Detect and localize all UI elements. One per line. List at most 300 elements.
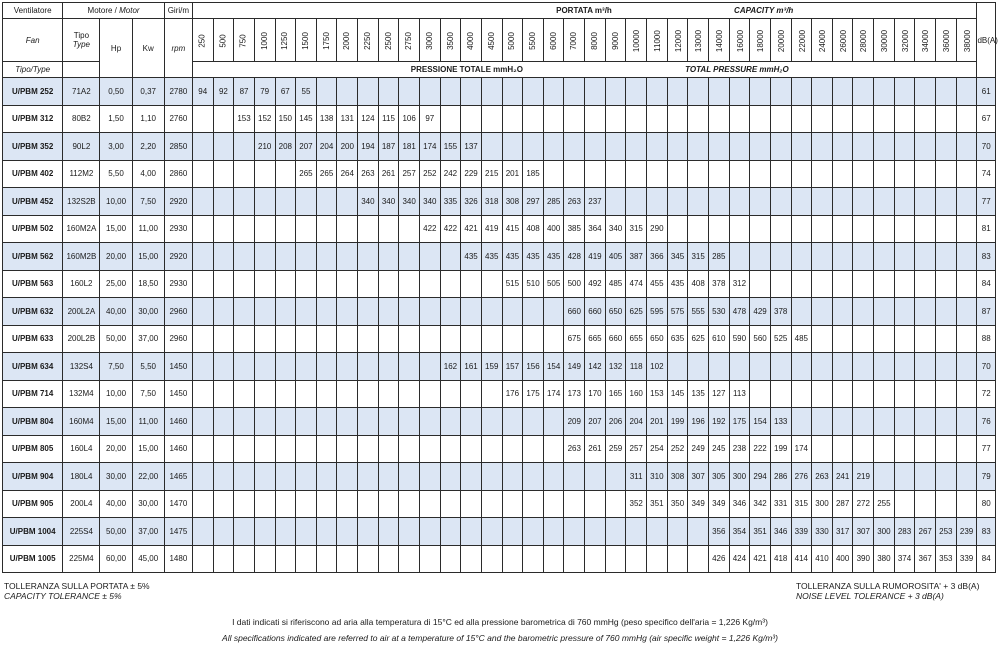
flow-column-header: 7000 [564, 19, 585, 62]
pressure-cell-empty [832, 325, 853, 353]
pressure-cell: 237 [585, 188, 606, 216]
pressure-cell-empty [647, 133, 668, 161]
pressure-cell: 159 [481, 353, 502, 381]
pressure-cell-empty [254, 463, 275, 491]
pressure-cell-empty [791, 78, 812, 106]
pressure-cell: 138 [316, 105, 337, 133]
pressure-cell-empty [647, 518, 668, 546]
pressure-cell: 154 [750, 408, 771, 436]
pressure-cell-empty [956, 105, 977, 133]
pressure-cell-empty [399, 380, 420, 408]
pressure-cell: 257 [399, 160, 420, 188]
pressure-cell: 485 [605, 270, 626, 298]
pressure-cell-empty [729, 243, 750, 271]
pressure-cell: 340 [605, 215, 626, 243]
pressure-cell: 153 [647, 380, 668, 408]
reference-note-it: I dati indicati si riferiscono ad aria alla temperatura di 15°C ed alla pressione barometrica di 760 mmHg (peso specifico dell'aria = 1,226 Kg/m³) [232, 617, 768, 627]
noise-level: 84 [977, 270, 996, 298]
table-row [3, 380, 996, 408]
pressure-cell: 317 [832, 518, 853, 546]
pressure-cell-empty [543, 78, 564, 106]
pressure-cell: 265 [296, 160, 317, 188]
pressure-cell-empty [853, 105, 874, 133]
pressure-cell-empty [337, 463, 358, 491]
pressure-cell-empty [915, 270, 936, 298]
pressure-cell-empty [667, 215, 688, 243]
pressure-cell-empty [874, 435, 895, 463]
pressure-cell-empty [254, 298, 275, 326]
flow-column-header: 22000 [791, 19, 812, 62]
pressure-cell-empty [213, 105, 234, 133]
pressure-cell: 351 [750, 518, 771, 546]
pressure-cell: 255 [874, 490, 895, 518]
pressure-cell-empty [894, 463, 915, 491]
pressure-cell: 367 [915, 545, 936, 573]
pressure-cell-empty [275, 160, 296, 188]
pressure-cell-empty [213, 408, 234, 436]
pressure-cell-empty [894, 105, 915, 133]
motor-rpm: 2920 [164, 243, 192, 271]
pressure-cell: 525 [770, 325, 791, 353]
flow-column-header: 20000 [770, 19, 791, 62]
pressure-cell-empty [440, 105, 461, 133]
motor-kw: 15,00 [132, 243, 164, 271]
pressure-cell-empty [936, 270, 957, 298]
pressure-cell-empty [502, 545, 523, 573]
pressure-cell-empty [791, 133, 812, 161]
pressure-cell-empty [750, 133, 771, 161]
pressure-cell-empty [254, 353, 275, 381]
pressure-cell-empty [585, 463, 606, 491]
pressure-cell-empty [647, 188, 668, 216]
pressure-cell-empty [399, 518, 420, 546]
pressure-cell-empty [770, 353, 791, 381]
pressure-cell-empty [729, 353, 750, 381]
pressure-cell: 530 [708, 298, 729, 326]
motor-type: 160L2 [63, 270, 100, 298]
pressure-cell-empty [461, 105, 482, 133]
motor-type: 80B2 [63, 105, 100, 133]
pressure-cell-empty [419, 298, 440, 326]
motor-kw: 0,37 [132, 78, 164, 106]
pressure-cell-empty [874, 215, 895, 243]
pressure-cell-empty [936, 188, 957, 216]
pressure-cell-empty [399, 325, 420, 353]
pressure-cell: 207 [585, 408, 606, 436]
pressure-cell-empty [502, 325, 523, 353]
pressure-cell-empty [626, 105, 647, 133]
pressure-cell-empty [461, 78, 482, 106]
pressure-cell-empty [894, 188, 915, 216]
motor-rpm: 1465 [164, 463, 192, 491]
pressure-cell-empty [956, 490, 977, 518]
motor-rpm: 2860 [164, 160, 192, 188]
pressure-cell-empty [936, 160, 957, 188]
flow-column-header: 1250 [275, 19, 296, 62]
pressure-cell-empty [419, 243, 440, 271]
pressure-cell-empty [192, 298, 213, 326]
pressure-cell-empty [688, 545, 709, 573]
pressure-cell: 353 [936, 545, 957, 573]
pressure-cell: 152 [254, 105, 275, 133]
pressure-cell-empty [502, 408, 523, 436]
motor-hp: 30,00 [100, 463, 132, 491]
pressure-cell-empty [481, 133, 502, 161]
pressure-cell-empty [275, 545, 296, 573]
pressure-cell-empty [894, 160, 915, 188]
reference-note-en: All specifications indicated are referred to air at a temperature of 15°C and the barometric pressure of 760 mmHg (air specific weight = 1,226 Kg/m³) [222, 633, 778, 643]
pressure-cell: 263 [564, 435, 585, 463]
pressure-cell: 300 [812, 490, 833, 518]
pressure-cell-empty [770, 133, 791, 161]
pressure-cell-empty [440, 408, 461, 436]
pressure-cell: 294 [750, 463, 771, 491]
pressure-cell-empty [419, 490, 440, 518]
pressure-cell-empty [192, 545, 213, 573]
pressure-cell-empty [915, 353, 936, 381]
pressure-cell-empty [688, 215, 709, 243]
pressure-cell: 378 [708, 270, 729, 298]
pressure-cell: 311 [626, 463, 647, 491]
pressure-cell: 118 [626, 353, 647, 381]
pressure-cell: 665 [585, 325, 606, 353]
noise-level: 61 [977, 78, 996, 106]
pressure-cell-empty [770, 380, 791, 408]
pressure-cell-empty [234, 188, 255, 216]
pressure-cell-empty [316, 435, 337, 463]
pressure-cell-empty [337, 78, 358, 106]
pressure-cell: 297 [523, 188, 544, 216]
flow-column-header: 750 [234, 19, 255, 62]
pressure-cell: 340 [419, 188, 440, 216]
pressure-cell-empty [440, 380, 461, 408]
pressure-cell-empty [956, 435, 977, 463]
pressure-cell: 492 [585, 270, 606, 298]
flow-header: PORTATA m³/h CAPACITY m³/h [192, 3, 977, 19]
pressure-cell: 435 [461, 243, 482, 271]
pressure-cell-empty [936, 490, 957, 518]
pressure-cell: 305 [708, 463, 729, 491]
flow-column-header: 32000 [894, 19, 915, 62]
pressure-cell-empty [192, 105, 213, 133]
rpm-header-it: Giri/m [164, 3, 192, 19]
pressure-cell-empty [750, 353, 771, 381]
pressure-cell-empty [688, 160, 709, 188]
pressure-cell-empty [915, 325, 936, 353]
pressure-cell-empty [213, 243, 234, 271]
pressure-cell-empty [770, 78, 791, 106]
pressure-cell-empty [275, 188, 296, 216]
fan-model: U/PBM 312 [3, 105, 63, 133]
pressure-cell: 252 [419, 160, 440, 188]
pressure-cell-empty [213, 188, 234, 216]
motor-kw: 2,20 [132, 133, 164, 161]
pressure-cell: 145 [667, 380, 688, 408]
pressure-cell-empty [832, 270, 853, 298]
pressure-cell-empty [812, 160, 833, 188]
pressure-cell: 115 [378, 105, 399, 133]
pressure-cell-empty [192, 408, 213, 436]
table-row [3, 463, 996, 491]
pressure-cell-empty [358, 298, 379, 326]
pressure-cell-empty [853, 408, 874, 436]
pressure-cell-empty [275, 518, 296, 546]
pressure-cell: 660 [585, 298, 606, 326]
pressure-cell-empty [543, 325, 564, 353]
table-row [3, 160, 996, 188]
pressure-cell: 590 [729, 325, 750, 353]
motor-kw: 37,00 [132, 518, 164, 546]
flow-column-header: 2500 [378, 19, 399, 62]
pressure-cell: 308 [667, 463, 688, 491]
pressure-cell-empty [440, 270, 461, 298]
pressure-cell-empty [399, 215, 420, 243]
pressure-cell-empty [832, 435, 853, 463]
pressure-cell-empty [234, 270, 255, 298]
pressure-cell-empty [358, 380, 379, 408]
motor-header: Motore / Motor [63, 3, 165, 19]
pressure-cell-empty [461, 270, 482, 298]
flow-column-header: 16000 [729, 19, 750, 62]
noise-level: 83 [977, 518, 996, 546]
pressure-cell: 378 [770, 298, 791, 326]
pressure-cell: 385 [564, 215, 585, 243]
motor-type: 200L2B [63, 325, 100, 353]
pressure-cell-empty [254, 215, 275, 243]
pressure-cell-empty [853, 380, 874, 408]
pressure-cell-empty [770, 188, 791, 216]
pressure-cell-empty [791, 298, 812, 326]
motor-hp: 20,00 [100, 243, 132, 271]
pressure-cell-empty [543, 105, 564, 133]
motor-kw: 15,00 [132, 435, 164, 463]
pressure-cell: 510 [523, 270, 544, 298]
motor-rpm: 1450 [164, 353, 192, 381]
pressure-cell-empty [956, 380, 977, 408]
pressure-cell-empty [853, 298, 874, 326]
pressure-cell: 204 [626, 408, 647, 436]
pressure-cell: 208 [275, 133, 296, 161]
pressure-cell: 575 [667, 298, 688, 326]
pressure-cell-empty [874, 380, 895, 408]
pressure-cell-empty [729, 160, 750, 188]
pressure-cell-empty [461, 298, 482, 326]
motor-kw: 30,00 [132, 490, 164, 518]
pressure-cell-empty [213, 215, 234, 243]
pressure-cell-empty [853, 78, 874, 106]
pressure-cell-empty [275, 270, 296, 298]
pressure-cell-empty [874, 298, 895, 326]
pressure-cell: 194 [358, 133, 379, 161]
pressure-cell-empty [729, 78, 750, 106]
pressure-cell-empty [956, 160, 977, 188]
pressure-cell-empty [440, 518, 461, 546]
pressure-cell-empty [192, 380, 213, 408]
pressure-cell: 133 [770, 408, 791, 436]
pressure-cell-empty [853, 188, 874, 216]
pressure-cell-empty [585, 160, 606, 188]
pressure-cell-empty [481, 408, 502, 436]
pressure-cell-empty [667, 133, 688, 161]
pressure-cell-empty [316, 545, 337, 573]
flow-column-header: 6000 [543, 19, 564, 62]
pressure-cell: 283 [894, 518, 915, 546]
fan-model: U/PBM 904 [3, 463, 63, 491]
pressure-cell-empty [296, 435, 317, 463]
pressure-cell: 192 [708, 408, 729, 436]
pressure-cell-empty [812, 408, 833, 436]
pressure-cell-empty [358, 490, 379, 518]
pressure-cell-empty [832, 243, 853, 271]
pressure-cell-empty [399, 270, 420, 298]
pressure-cell: 300 [729, 463, 750, 491]
pressure-cell-empty [585, 545, 606, 573]
pressure-cell: 161 [461, 353, 482, 381]
pressure-cell-empty [894, 353, 915, 381]
fan-model: U/PBM 633 [3, 325, 63, 353]
pressure-cell-empty [626, 133, 647, 161]
pressure-cell-empty [936, 463, 957, 491]
pressure-cell-empty [605, 490, 626, 518]
pressure-cell-empty [337, 518, 358, 546]
pressure-cell-empty [523, 105, 544, 133]
pressure-cell: 400 [832, 545, 853, 573]
pressure-cell-empty [316, 298, 337, 326]
pressure-cell: 254 [647, 435, 668, 463]
flow-column-header: 2000 [337, 19, 358, 62]
pressure-cell-empty [812, 188, 833, 216]
pressure-cell-empty [481, 78, 502, 106]
pressure-cell-empty [296, 463, 317, 491]
pressure-cell: 400 [543, 215, 564, 243]
pressure-cell-empty [254, 490, 275, 518]
pressure-cell-empty [853, 160, 874, 188]
pressure-cell: 153 [234, 105, 255, 133]
pressure-cell-empty [378, 490, 399, 518]
pressure-cell-empty [894, 78, 915, 106]
pressure-cell-empty [192, 133, 213, 161]
motor-rpm: 1480 [164, 545, 192, 573]
fan-header-en: Fan [3, 19, 63, 62]
pressure-cell-empty [461, 463, 482, 491]
pressure-cell-empty [688, 518, 709, 546]
pressure-cell-empty [378, 545, 399, 573]
pressure-cell-empty [192, 518, 213, 546]
pressure-cell: 352 [626, 490, 647, 518]
pressure-cell-empty [358, 325, 379, 353]
pressure-cell-empty [667, 105, 688, 133]
pressure-cell-empty [523, 435, 544, 463]
pressure-cell-empty [915, 490, 936, 518]
table-row [3, 545, 996, 573]
table-row [3, 105, 996, 133]
pressure-cell-empty [254, 243, 275, 271]
pressure-cell-empty [936, 325, 957, 353]
pressure-cell-empty [275, 325, 296, 353]
pressure-cell-empty [874, 353, 895, 381]
fan-model: U/PBM 905 [3, 490, 63, 518]
pressure-cell-empty [502, 298, 523, 326]
pressure-cell-empty [956, 188, 977, 216]
pressure-cell-empty [812, 215, 833, 243]
pressure-cell-empty [791, 105, 812, 133]
pressure-cell-empty [915, 215, 936, 243]
fan-model: U/PBM 804 [3, 408, 63, 436]
pressure-cell-empty [874, 325, 895, 353]
flow-column-header: 5000 [502, 19, 523, 62]
pressure-cell: 174 [419, 133, 440, 161]
pressure-cell: 257 [626, 435, 647, 463]
pressure-cell-empty [956, 133, 977, 161]
pressure-cell-empty [378, 408, 399, 436]
pressure-cell-empty [440, 78, 461, 106]
pressure-cell: 113 [729, 380, 750, 408]
pressure-cell-empty [647, 105, 668, 133]
noise-level: 87 [977, 298, 996, 326]
pressure-cell: 339 [791, 518, 812, 546]
pressure-cell-empty [605, 545, 626, 573]
pressure-cell-empty [419, 408, 440, 436]
pressure-cell-empty [915, 105, 936, 133]
pressure-cell-empty [502, 78, 523, 106]
pressure-cell-empty [605, 463, 626, 491]
pressure-cell: 261 [585, 435, 606, 463]
pressure-cell-empty [770, 160, 791, 188]
pressure-cell-empty [894, 325, 915, 353]
motor-type: 160M4 [63, 408, 100, 436]
pressure-cell-empty [337, 490, 358, 518]
pressure-cell-empty [853, 215, 874, 243]
pressure-cell-empty [791, 160, 812, 188]
pressure-cell-empty [419, 325, 440, 353]
pressure-cell-empty [667, 160, 688, 188]
pressure-cell: 364 [585, 215, 606, 243]
pressure-cell-empty [481, 105, 502, 133]
pressure-cell-empty [192, 490, 213, 518]
performance-table [2, 2, 996, 573]
pressure-cell-empty [874, 463, 895, 491]
pressure-cell: 356 [708, 518, 729, 546]
pressure-cell: 346 [770, 518, 791, 546]
motor-type: 160M2A [63, 215, 100, 243]
flow-column-header: 26000 [832, 19, 853, 62]
table-row [3, 325, 996, 353]
pressure-cell-empty [337, 243, 358, 271]
motor-rpm: 1470 [164, 490, 192, 518]
pressure-cell-empty [832, 105, 853, 133]
pressure-cell-empty [894, 435, 915, 463]
pressure-cell: 174 [543, 380, 564, 408]
pressure-cell-empty [234, 243, 255, 271]
pressure-cell: 422 [419, 215, 440, 243]
pressure-cell-empty [956, 463, 977, 491]
pressure-cell-empty [337, 325, 358, 353]
pressure-cell-empty [832, 78, 853, 106]
pressure-cell: 315 [626, 215, 647, 243]
pressure-cell: 215 [481, 160, 502, 188]
pressure-cell-empty [894, 243, 915, 271]
pressure-cell-empty [358, 463, 379, 491]
pressure-cell: 414 [791, 545, 812, 573]
pressure-cell-empty [936, 353, 957, 381]
pressure-cell-empty [564, 463, 585, 491]
motor-hp: 40,00 [100, 298, 132, 326]
pressure-cell-empty [956, 270, 977, 298]
pressure-cell: 310 [647, 463, 668, 491]
pressure-cell-empty [337, 188, 358, 216]
fan-model: U/PBM 634 [3, 353, 63, 381]
pressure-cell-empty [296, 188, 317, 216]
